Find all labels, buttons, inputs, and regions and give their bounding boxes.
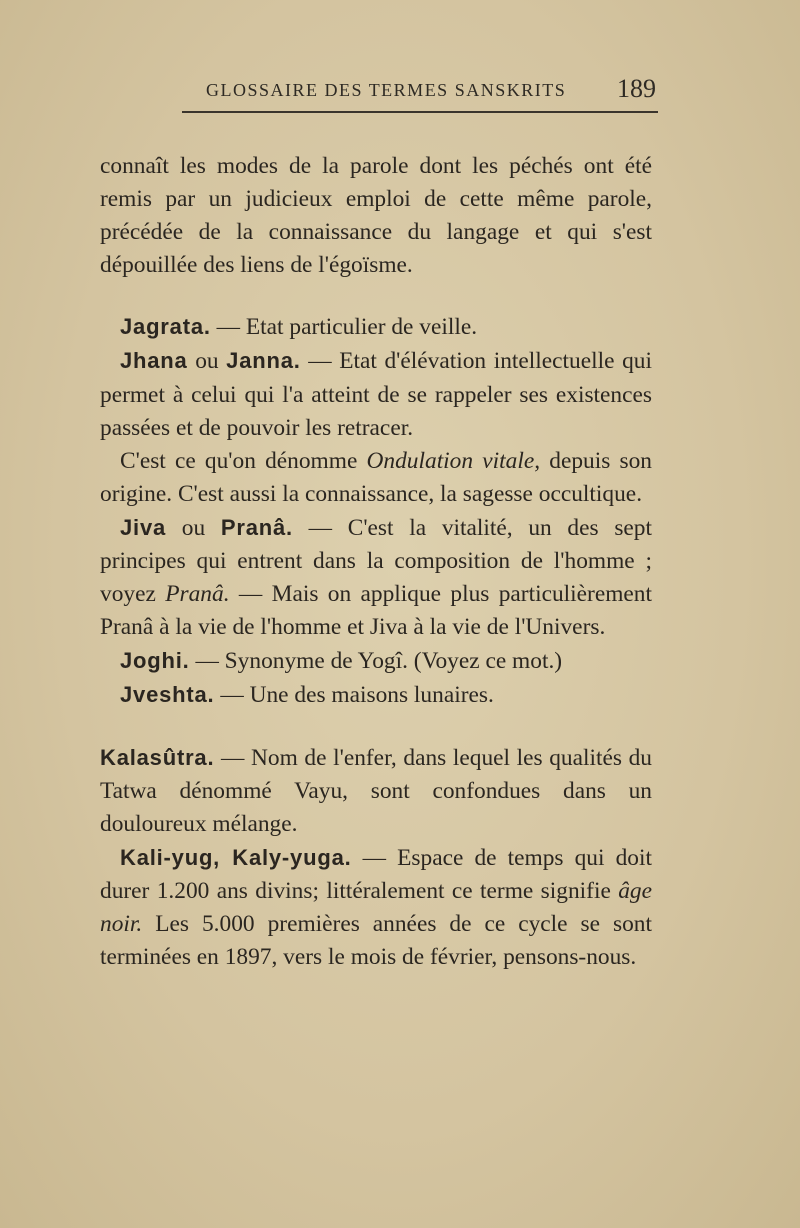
definition-jagrata: — Etat particulier de veille. xyxy=(216,314,478,341)
entry-jhana-continued xyxy=(100,445,652,511)
term-prana: Pranâ. xyxy=(220,514,293,540)
definition-jiva-b: — Mais on applique plus particulièrement Pranâ à la vie de l'homme et Jiva à la vie de l'Univers. xyxy=(100,581,652,641)
definition-jveshta: — Une des maisons lunaires. xyxy=(220,682,494,709)
definition-kalasutra: — Nom de l'enfer, dans lequel les qualités du Tatwa dénommé Vayu, sont confondues dans un douloureux mélange. xyxy=(100,744,652,837)
term-joghi: Joghi. xyxy=(120,648,190,674)
section-gap xyxy=(100,713,652,741)
definition-jhana-2a: C'est ce qu'on dénomme xyxy=(120,447,358,474)
conjunction: ou xyxy=(181,514,206,541)
term-kaliyug: Kali-yug, Kaly-yuga. xyxy=(120,844,352,870)
definition-kaliyug-b: Les 5.000 premières années de ce cycle se sont terminées en 1897, vers le mois de février, pensons-nous. xyxy=(100,910,652,971)
continuation-paragraph: connaît les modes de la parole dont les péchés ont été remis par un judicieux emploi de cette même parole, précédée de la connaissance du langage et qui s'est dépouillée des liens de l'égoïsme. xyxy=(100,153,652,279)
term-jagrata: Jagrata. xyxy=(120,314,211,340)
entry-jagrata xyxy=(100,310,652,344)
entry-kalasutra xyxy=(100,741,652,841)
term-jiva: Jiva xyxy=(120,514,167,540)
definition-kaliyug-a: — Espace de temps qui doit durer 1.200 ans divins; littéralement ce terme signifie xyxy=(100,844,652,904)
italic-ondulation-vitale: Ondulation vitale, xyxy=(366,447,541,474)
conjunction: ou xyxy=(195,348,219,375)
header-rule xyxy=(182,111,658,113)
term-janna: Janna. xyxy=(226,348,301,374)
entry-joghi xyxy=(100,644,652,678)
page-number: 189 xyxy=(617,74,656,103)
entry-jiva xyxy=(100,511,652,644)
entry-jhana xyxy=(100,344,652,444)
definition-joghi: — Synonyme de Yogî. (Voyez ce mot.) xyxy=(195,648,563,675)
definition-jhana-2b: depuis son origine. C'est aussi la connaissance, la sagesse occultique. xyxy=(100,447,652,507)
entry-kaliyug xyxy=(100,841,652,974)
italic-prana: Pranâ. xyxy=(165,581,230,608)
definition-jhana: — Etat d'élévation intellectuelle qui permet à celui qui l'a atteint de se rappeler ses existences passées et de pouvoir les retracer. xyxy=(100,348,652,441)
entry-jveshta xyxy=(100,678,652,712)
term-jhana: Jhana xyxy=(120,348,188,374)
glossary-body xyxy=(100,150,652,974)
definition-jiva-a: — C'est la vitalité, un des sept principes qui entrent dans la composition de l'homme ; voyez xyxy=(100,514,652,608)
section-gap xyxy=(100,282,652,310)
italic-age-noir: âge noir. xyxy=(100,877,652,937)
term-jveshta: Jveshta. xyxy=(120,682,215,708)
term-kalasutra: Kalasûtra. xyxy=(100,744,215,770)
page-header xyxy=(100,74,660,114)
running-title: GLOSSAIRE DES TERMES SANSKRITS xyxy=(206,80,567,100)
